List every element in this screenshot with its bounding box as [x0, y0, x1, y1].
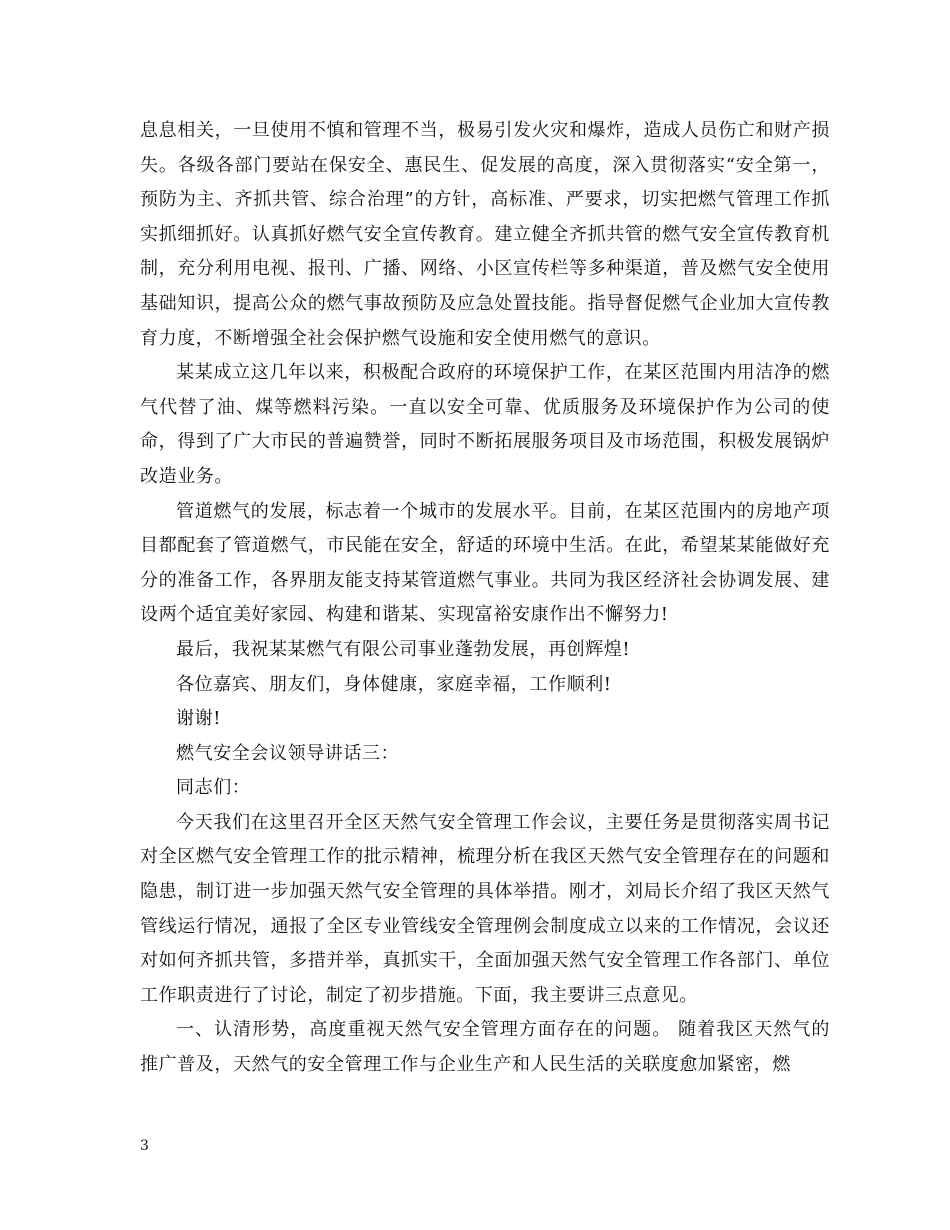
paragraph-greeting: 各位嘉宾、朋友们，身体健康，家庭幸福，工作顺利!	[176, 673, 612, 695]
salutation: 同志们：	[176, 777, 251, 799]
paragraph-point-one: 一、认清形势，高度重视天然气安全管理方面存在的问题。 随着我区天然气的推广普及，天然气的安全管理工作与企业生产和人民生活的关联度愈加紧密，燃	[140, 1019, 830, 1076]
paragraph-continued: 息息相关，一旦使用不慎和管理不当，极易引发火灾和爆炸，造成人员伤亡和财产损失。各级各部门要站在保安全、惠民生、促发展的高度，深入贯彻落实“安全第一，预防为主、齐抓共管、综合治理”的方针，高标准、严要求，切实把燃气管理工作抓实抓细抓好。认真抓好燃气安全宣传教育。建立健全齐抓共管的燃气安全宣传教育机制，充分利用电视、报刊、广播、网络、小区宣传栏等多种渠道，普及燃气安全使用基础知识，提高公众的燃气事故预防及应急处置技能。指导督促燃气企业加大宣传教育力度，不断增强全社会保护燃气设施和安全使用燃气的意识。	[140, 120, 830, 349]
paragraph-closing-wish: 最后，我祝某某燃气有限公司事业蓬勃发展，再创辉煌!	[176, 638, 631, 660]
paragraph-thanks: 谢谢!	[176, 708, 222, 730]
page-number: 3	[140, 1138, 149, 1154]
document-body	[140, 114, 830, 1083]
paragraph-meeting-purpose: 今天我们在这里召开全区天然气安全管理工作会议，主要任务是贯彻落实周书记对全区燃气安全管理工作的批示精神，梳理分析在我区天然气安全管理存在的问题和隐患，制订进一步加强天然气安全管理的具体举措。刚才，刘局长介绍了我区天然气管线运行情况，通报了全区专业管线安全管理例会制度成立以来的工作情况，会议还对如何齐抓共管，多措并举，真抓实干，全面加强天然气安全管理工作各部门、单位工作职责进行了讨论，制定了初步措施。下面，我主要讲三点意见。	[140, 811, 830, 1006]
paragraph-pipeline-development: 管道燃气的发展，标志着一个城市的发展水平。目前，在某区范围内的房地产项目都配套了管道燃气，市民能在安全，舒适的环境中生活。在此，希望某某能做好充分的准备工作，各界朋友能支持某管道燃气事业。共同为我区经济社会协调发展、建设两个适宜美好家园、构建和谐某、实现富裕安康作出不懈努力!	[140, 500, 830, 626]
section-heading-speech-three: 燃气安全会议领导讲话三：	[176, 742, 400, 764]
paragraph-company-history: 某某成立这几年以来，积极配合政府的环境保护工作，在某区范围内用洁净的燃气代替了油、煤等燃料污染。一直以安全可靠、优质服务及环境保护作为公司的使命，得到了广大市民的普遍赞誉，同时不断拓展服务项目及市场范围，积极发展锅炉改造业务。	[140, 362, 830, 487]
